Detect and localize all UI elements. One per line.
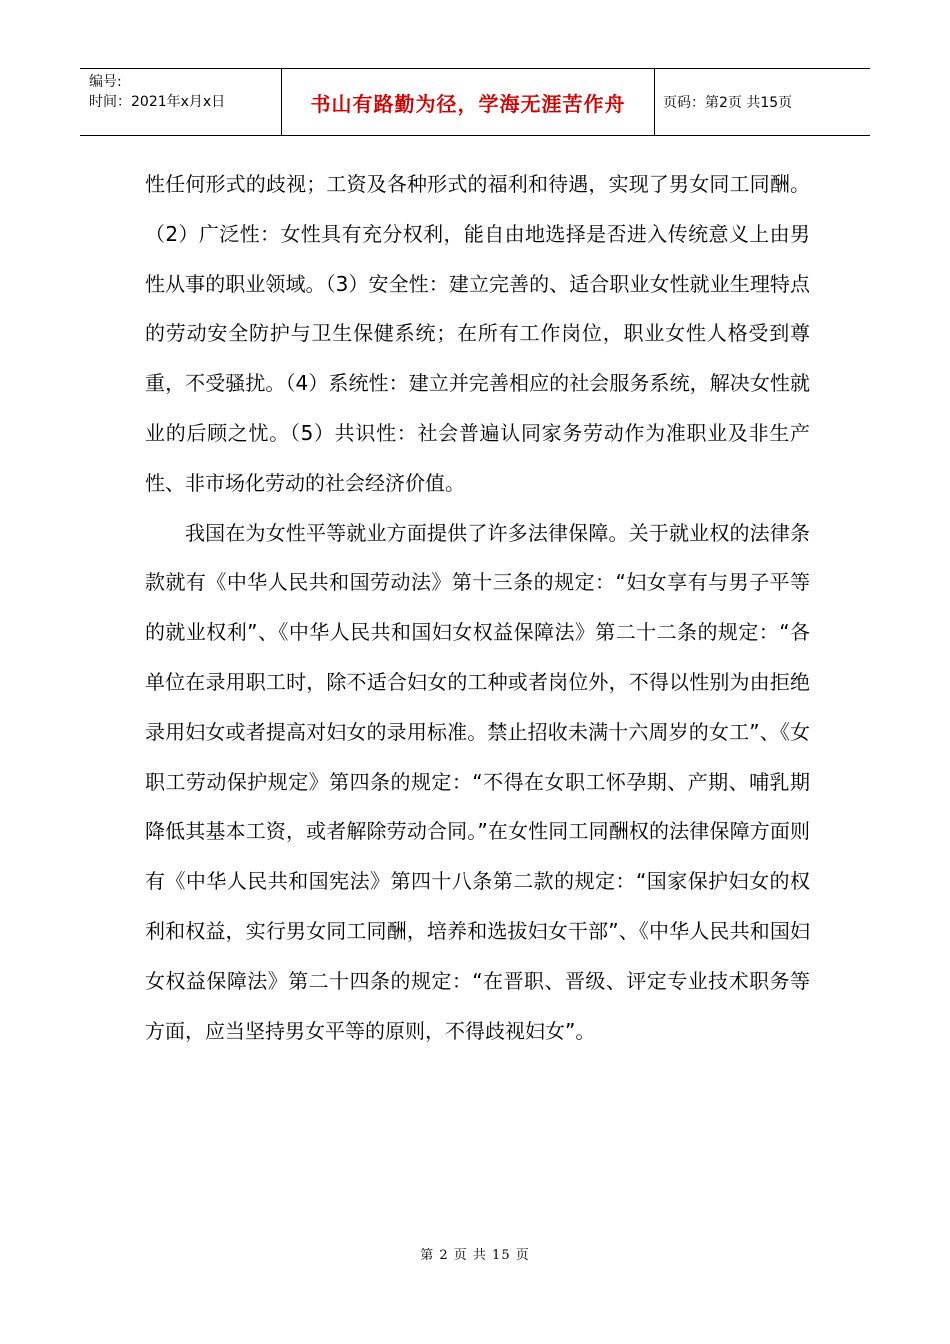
header-motto: 书山有路勤为径，学海无涯苦作舟 [282,69,655,135]
page-header [80,68,870,136]
header-page-info: 页码：第2页 共15页 [663,95,793,111]
document-number-label: 编号: [89,74,122,90]
body-paragraph: 我国在为女性平等就业方面提供了许多法律保障。关于就业权的法律条款就有《中华人民共和国劳动法》第十三条的规定：“妇女享有与男子平等的就业权利”、《中华人民共和国妇女权益保障法》第二十二条的规定：“各单位在录用职工时，除不适合妇女的工种或者岗位外，不得以性别为由拒绝录用妇女或者提高对妇女的录用标准。禁止招收未满十六周岁的女工”、《女职工劳动保护规定》第四条的规定：“不得在女职工怀孕期、产期、哺乳期降低其基本工资，或者解除劳动合同。”在女性同工同酬权的法律保障方面则有《中华人民共和国宪法》第四十八条第二款的规定：“国家保护妇女的权利和权益，实行男女同工同酬，培养和选拔妇女干部”、《中华人民共和国妇女权益保障法》第二十四条的规定：“在晋职、晋级、评定专业技术职务等方面，应当坚持男女平等的原则，不得歧视妇女”。 [145,520,810,1043]
header-meta [80,69,282,135]
document-body [145,160,810,1056]
page-footer: 第 2 页 共 15 页 [420,1248,530,1263]
body-paragraph: 性任何形式的歧视；工资及各种形式的福利和待遇，实现了男女同工同酬。（2）广泛性：女性具有充分权利，能自由地选择是否进入传统意义上由男性从事的职业领域。（3）安全性：建立完善的、适合职业女性就业生理特点的劳动安全防护与卫生保健系统；在所有工作岗位，职业女性人格受到尊重，不受骚扰。（4）系统性：建立并完善相应的社会服务系统，解决女性就业的后顾之忧。（5）共识性：社会普遍认同家务劳动作为准职业及非生产性、非市场化劳动的社会经济价值。 [145,172,810,495]
document-time-label: 时间：2021年x月x日 [89,94,226,110]
